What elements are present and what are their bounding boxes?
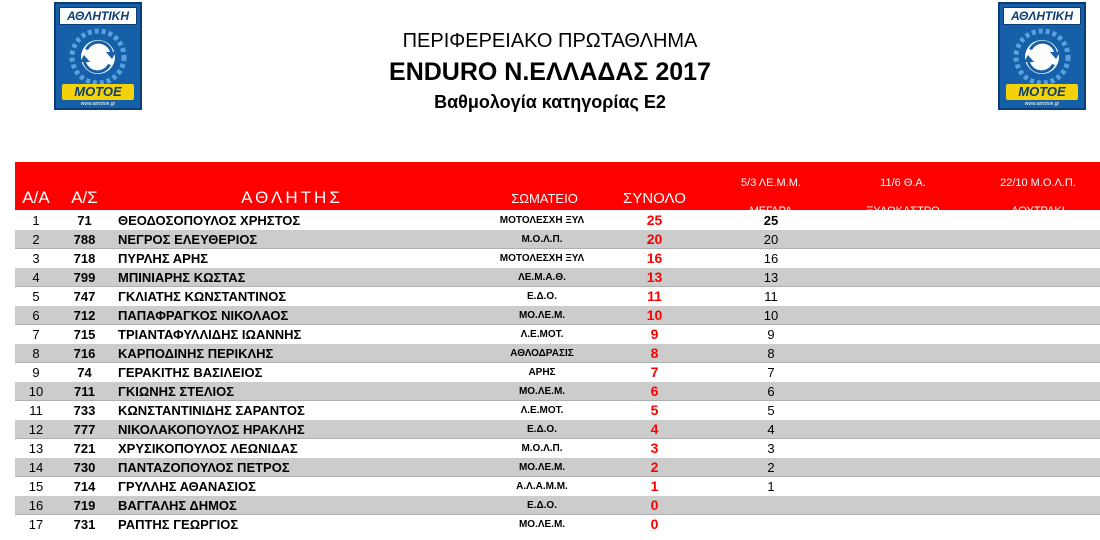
table-row (15, 420, 1100, 439)
cell-as: 733 (73, 403, 96, 418)
cell-aa: 1 (32, 213, 40, 228)
cell-athlete: ΝΙΚΟΛΑΚΟΠΟΥΛΟΣ ΗΡΑΚΛΗΣ (118, 422, 305, 437)
cell-athlete: ΒΑΓΓΑΛΗΣ ΔΗΜΟΣ (118, 498, 237, 513)
cell-total: 11 (647, 288, 662, 304)
cell-aa: 10 (28, 384, 44, 399)
title-category: Βαθμολογία κατηγορίας Ε2 (434, 92, 666, 112)
cell-athlete: ΓΕΡΑΚΙΤΗΣ ΒΑΣΙΛΕΙΟΣ (118, 365, 263, 380)
cell-club: ΜΟ.ΛΕ.Μ. (518, 386, 566, 397)
header-race2-line1: 11/6 Θ.Α. (880, 177, 926, 189)
table-row (15, 249, 1100, 268)
cell-athlete: ΤΡΙΑΝΤΑΦΥΛΛΙΔΗΣ ΙΩΑΝΝΗΣ (118, 327, 302, 342)
cell-as: 716 (73, 346, 96, 361)
header-race2-line2: ΞΥΛΟΚΑΣΤΡΟ (866, 205, 940, 217)
cell-total: 7 (650, 364, 659, 380)
header-race3-line2: ΛΟΥΤΡΑΚΙ (1011, 205, 1065, 217)
cell-as: 799 (73, 270, 96, 285)
cell-athlete: ΓΚΛΙΑΤΗΣ ΚΩΝΣΤΑΝΤΙΝΟΣ (118, 289, 287, 304)
cell-aa: 15 (28, 479, 44, 494)
header-total: ΣΥΝΟΛΟ (623, 190, 686, 207)
cell-race1: 9 (767, 327, 775, 342)
table-row (15, 439, 1100, 458)
table-row (15, 211, 1100, 230)
cell-as: 721 (73, 441, 96, 456)
cell-athlete: ΚΩΝΣΤΑΝΤΙΝΙΔΗΣ ΣΑΡΑΝΤΟΣ (118, 403, 305, 418)
cell-total: 9 (650, 326, 659, 342)
cell-total: 13 (646, 269, 663, 285)
cell-athlete: ΠΥΡΛΗΣ ΑΡΗΣ (118, 251, 209, 266)
cell-athlete: ΓΚΙΩΝΗΣ ΣΤΕΛΙΟΣ (118, 384, 235, 399)
cell-race1: 20 (763, 232, 779, 247)
cell-as: 712 (73, 308, 96, 323)
cell-race1: 8 (767, 346, 775, 361)
table-row (15, 515, 1100, 534)
table-row (15, 230, 1100, 249)
table-row (15, 458, 1100, 477)
logo-bottom-text: ΜΟΤΟΕ (1006, 84, 1078, 100)
table-row (15, 306, 1100, 325)
cell-club: ΜΟ.ΛΕ.Μ. (518, 310, 566, 321)
cell-race1: 1 (767, 479, 775, 494)
cell-aa: 2 (32, 232, 40, 247)
cell-aa: 12 (28, 422, 44, 437)
cell-athlete: ΜΠΙΝΙΑΡΗΣ ΚΩΣΤΑΣ (118, 270, 246, 285)
table-row (15, 382, 1100, 401)
cell-race1: 10 (763, 308, 779, 323)
cell-aa: 13 (28, 441, 44, 456)
cell-race1: 2 (767, 460, 775, 475)
cell-as: 718 (73, 251, 96, 266)
table-row (15, 363, 1100, 382)
cell-athlete: ΡΑΠΤΗΣ ΓΕΩΡΓΙΟΣ (118, 517, 239, 532)
cell-club: ΑΡΗΣ (528, 367, 556, 378)
cell-aa: 4 (32, 270, 40, 285)
logo-bottom-text: ΜΟΤΟΕ (62, 84, 134, 100)
cell-as: 71 (77, 213, 92, 228)
cell-race1: 25 (763, 213, 779, 228)
header-club: ΣΩΜΑΤΕΙΟ (511, 191, 578, 206)
cell-aa: 17 (28, 517, 44, 532)
cell-aa: 8 (32, 346, 40, 361)
cell-club: Ε.Δ.Ο. (527, 500, 557, 511)
cell-club: ΜΟ.ΛΕ.Μ. (518, 519, 566, 530)
cell-club: Λ.Ε.ΜΟΤ. (520, 405, 564, 416)
cell-total: 16 (646, 250, 663, 266)
cell-as: 715 (73, 327, 96, 342)
cell-athlete: ΠΑΝΤΑΖΟΠΟΥΛΟΣ ΠΕΤΡΟΣ (118, 460, 290, 475)
cell-athlete: ΝΕΓΡΟΣ ΕΛΕΥΘΕΡΙΟΣ (118, 232, 258, 247)
cell-total: 3 (650, 440, 659, 456)
cell-total: 8 (650, 345, 659, 361)
table-row (15, 287, 1100, 306)
cell-club: ΑΘΛΟΔΡΑΣΙΣ (510, 348, 574, 359)
cell-aa: 16 (28, 498, 44, 513)
cell-aa: 11 (29, 403, 43, 418)
table-header (15, 162, 1100, 217)
cell-aa: 9 (32, 365, 40, 380)
logo-top-text: ΑΘΛΗΤΙΚΗ (59, 7, 137, 25)
header-as: Α/Σ (71, 188, 98, 207)
cell-total: 20 (646, 231, 663, 247)
cell-as: 788 (73, 232, 96, 247)
header-race1-line1: 5/3 ΛΕ.Μ.Μ. (741, 177, 801, 189)
cell-total: 0 (650, 516, 659, 532)
cell-race1: 4 (767, 422, 775, 437)
header-aa: Α/Α (22, 188, 50, 207)
cell-as: 719 (73, 498, 96, 513)
cell-total: 25 (646, 212, 663, 228)
cell-club: Μ.Ο.Λ.Π. (521, 443, 563, 454)
cell-club: ΛΕ.Μ.Α.Θ. (518, 272, 566, 283)
cell-as: 711 (74, 384, 95, 399)
cell-as: 714 (73, 479, 96, 494)
cell-athlete: ΓΡΥΛΛΗΣ ΑΘΑΝΑΣΙΟΣ (118, 479, 256, 494)
cell-aa: 7 (32, 327, 40, 342)
cell-athlete: ΚΑΡΠΟΔΙΝΗΣ ΠΕΡΙΚΛΗΣ (118, 346, 274, 361)
title-championship: ΠΕΡΙΦΕΡΕΙΑΚΟ ΠΡΩΤΑΘΛΗΜΑ (402, 30, 698, 52)
logo-url: www.amotoe.gr (1024, 101, 1060, 107)
cell-club: ΜΟΤΟΛΕΣΧΗ ΞΥΛ (499, 253, 585, 264)
header-race3-line1: 22/10 Μ.Ο.Λ.Π. (1000, 177, 1076, 189)
cell-aa: 3 (32, 251, 40, 266)
standings-table (15, 211, 1100, 534)
cell-club: Ε.Δ.Ο. (527, 291, 557, 302)
cell-athlete: ΘΕΟΔΟΣΟΠΟΥΛΟΣ ΧΡΗΣΤΟΣ (118, 213, 301, 228)
cell-as: 731 (73, 517, 96, 532)
cell-club: Ε.Δ.Ο. (527, 424, 557, 435)
cell-as: 777 (73, 422, 96, 437)
table-row (15, 325, 1100, 344)
logo-top-text: ΑΘΛΗΤΙΚΗ (1003, 7, 1081, 25)
cell-race1: 11 (764, 289, 778, 304)
cell-total: 4 (650, 421, 659, 437)
cell-as: 730 (73, 460, 96, 475)
cell-athlete: ΠΑΠΑΦΡΑΓΚΟΣ ΝΙΚΟΛΑΟΣ (118, 308, 289, 323)
logo-url: www.amotoe.gr (80, 101, 116, 107)
cell-club: Λ.Ε.ΜΟΤ. (520, 329, 564, 340)
cell-club: Α.Λ.Α.Μ.Μ. (516, 481, 568, 492)
cell-aa: 6 (32, 308, 40, 323)
cell-total: 5 (650, 402, 659, 418)
cell-total: 10 (646, 307, 663, 323)
cell-race1: 13 (763, 270, 779, 285)
cell-as: 74 (77, 365, 92, 380)
cell-race1: 16 (763, 251, 779, 266)
cell-race1: 3 (767, 441, 775, 456)
table-row (15, 477, 1100, 496)
cell-aa: 5 (32, 289, 40, 304)
title-enduro: ENDURO Ν.ΕΛΛΑΔΑΣ 2017 (389, 58, 711, 86)
cell-club: Μ.Ο.Λ.Π. (521, 234, 563, 245)
table-row (15, 344, 1100, 363)
header-race1-line2: ΜΕΓΑΡΑ (749, 205, 793, 217)
table-row (15, 268, 1100, 287)
table-row (15, 496, 1100, 515)
cell-total: 1 (650, 478, 659, 494)
cell-total: 0 (650, 497, 659, 513)
cell-club: ΜΟΤΟΛΕΣΧΗ ΞΥΛ (499, 215, 585, 226)
cell-race1: 6 (767, 384, 775, 399)
table-row (15, 401, 1100, 420)
cell-race1: 7 (767, 365, 775, 380)
cell-aa: 14 (28, 460, 44, 475)
cell-race1: 5 (767, 403, 775, 418)
cell-athlete: ΧΡΥΣΙΚΟΠΟΥΛΟΣ ΛΕΩΝΙΔΑΣ (118, 441, 298, 456)
cell-club: ΜΟ.ΛΕ.Μ. (518, 462, 566, 473)
header-athlete: ΑΘΛΗΤΗΣ (241, 188, 343, 207)
cell-total: 6 (650, 383, 659, 399)
cell-total: 2 (650, 459, 659, 475)
cell-as: 747 (73, 289, 96, 304)
